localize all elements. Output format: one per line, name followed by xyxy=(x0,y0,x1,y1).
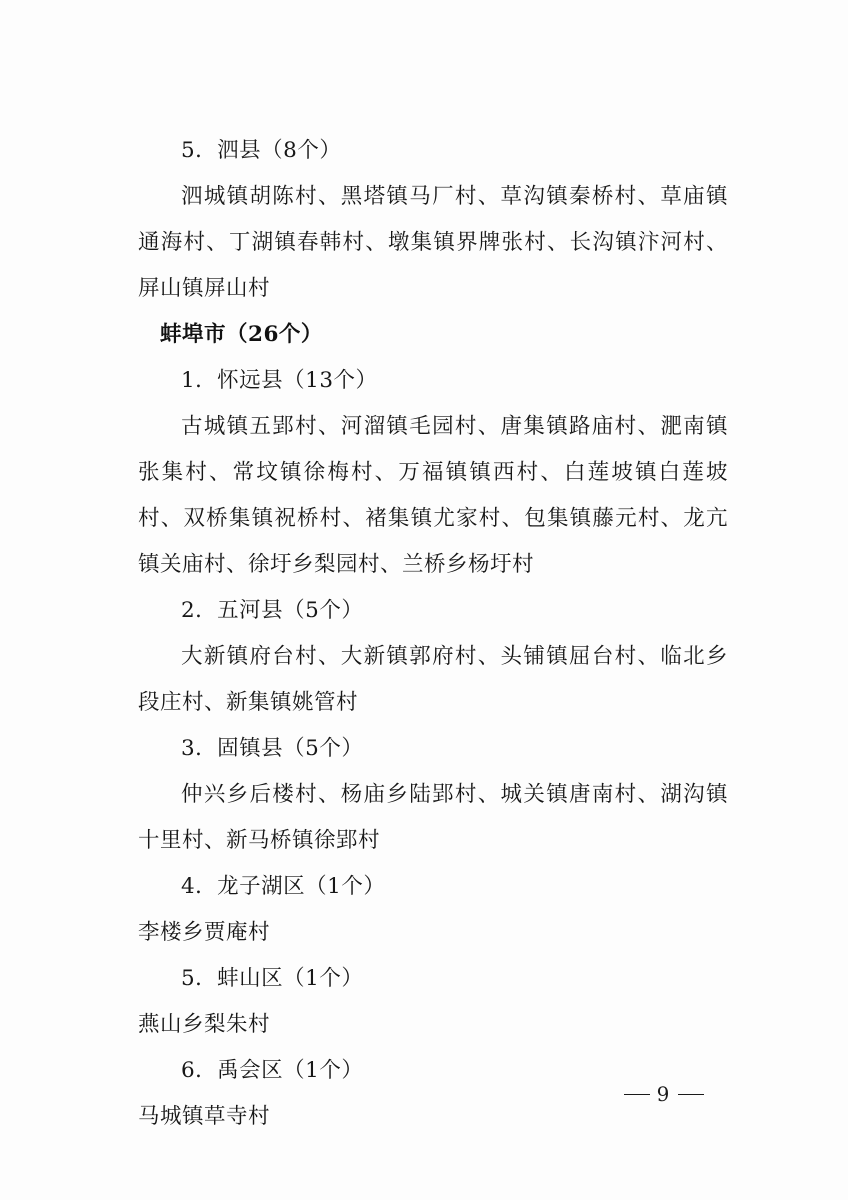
page-footer xyxy=(0,1082,848,1106)
paragraph-wuhe-villages: 大新镇府台村、大新镇郭府村、头铺镇屈台村、临北乡段庄村、新集镇姚管村 xyxy=(138,644,728,715)
section-heading-longzihu: 4．龙子湖区（1个） xyxy=(181,874,386,899)
section-heading-guzhen: 3．固镇县（5个） xyxy=(181,736,364,761)
paragraph-sixian-villages: 泗城镇胡陈村、黑塔镇马厂村、草沟镇秦桥村、草庙镇通海村、丁湖镇春韩村、墩集镇界牌张村、长沟镇汴河村、屏山镇屏山村 xyxy=(138,184,728,301)
paragraph-guzhen-villages: 仲兴乡后楼村、杨庙乡陆郢村、城关镇唐南村、湖沟镇十里村、新马桥镇徐郢村 xyxy=(138,782,728,853)
section-heading-huaiyuan: 1．怀远县（13个） xyxy=(181,368,378,393)
page-number-wrapper xyxy=(137,1082,712,1106)
section-heading-wuhe: 2．五河县（5个） xyxy=(181,598,364,623)
dash-left-icon xyxy=(624,1094,650,1095)
paragraph-bengshan-villages: 燕山乡梨朱村 xyxy=(138,1012,271,1037)
city-heading-bengbu: 蚌埠市（26个） xyxy=(160,322,323,347)
paragraph-longzihu-villages: 李楼乡贾庵村 xyxy=(138,920,271,945)
page-number: 9 xyxy=(656,1082,672,1106)
paragraph-huaiyuan-villages: 古城镇五郢村、河溜镇毛园村、唐集镇路庙村、淝南镇张集村、常坟镇徐梅村、万福镇镇西村、白莲坡镇白莲坡村、双桥集镇祝桥村、褚集镇尤家村、包集镇藤元村、龙亢镇关庙村、徐圩乡梨园村、兰桥乡杨圩村 xyxy=(138,414,728,577)
section-heading-yuhui: 6．禹会区（1个） xyxy=(181,1058,364,1083)
dash-right-icon xyxy=(678,1094,704,1095)
paragraph-yuhui-villages: 马城镇草寺村 xyxy=(138,1104,271,1129)
section-heading-bengshan: 5．蚌山区（1个） xyxy=(181,966,364,991)
section-heading-sixian: 5．泗县（8个） xyxy=(181,138,342,163)
page-body xyxy=(138,128,728,1140)
